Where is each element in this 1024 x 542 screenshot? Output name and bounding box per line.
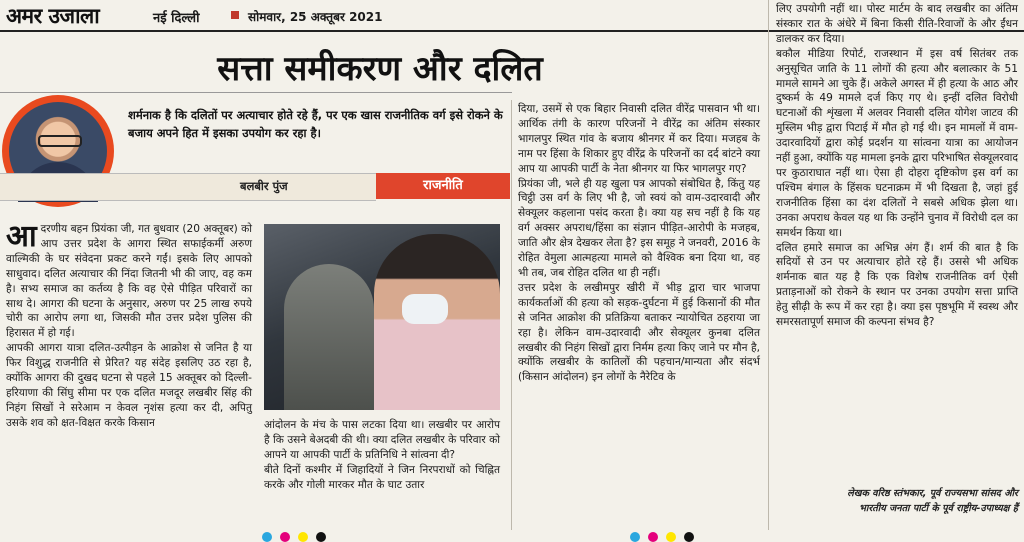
col1-para-2: आपकी आगरा यात्रा दलित-उत्पीड़न के आक्रोश से जनित है या फिर विशुद्ध राजनीति से प्रेरित? यह संदेह इसलिए उठ रहा है, क्योंकि आगरा की दुखद घटना से पहले 15 अक्तूबर को दिल्ली-हरियाणा की सिंघु सीमा पर एक दलित मजदूर लखबीर सिंह की निहंग सिखों ने सरेआम न केवल नृशंस हत्या कर दी, अपितु उसके शव को क्षत-विक्षत करके किसान [6,342,252,429]
author-note-line-1: लेखक वरिष्ठ स्तंभकार, पूर्व राज्यसभा सांसद और [847,488,1018,499]
column-1 [6,219,252,431]
col1-para-1 [6,219,252,341]
headline: सत्ता समीकरण और दलित [217,49,543,89]
column-4 [776,2,1018,330]
registration-dot [280,532,290,542]
article-blurb: शर्मनाक है कि दलितों पर अत्याचार होते रहे हैं, पर एक खास राजनीतिक वर्ग इसे रोकने के बजाय अपने हित में इसका उपयोग कर रहा है। [128,108,503,140]
column-2 [264,418,500,493]
column-3 [518,102,760,385]
col3-para-1: दिया, उसमें से एक बिहार निवासी दलित वीरेंद्र पासवान भी था। आर्थिक तंगी के कारण परिजनों ने वीरेंद्र का अंतिम संस्कार भागलपुर स्थित गांव के बजाय श्रीनगर में कर दिया। मजहब के नाम पर हिंसा के शिकार हुए वीरेंद्र के परिजनों का दर्द बांटने क्या आप या आपकी पार्टी के नेता श्रीनगर या फिर भागलपुर गए? [518,103,760,175]
column-divider [768,0,769,530]
masthead-square-icon [231,11,239,19]
col3-para-3: उत्तर प्रदेश के लखीमपुर खीरी में भीड़ द्वारा चार भाजपा कार्यकर्ताओं की हत्या को सड़क-दुर्घटना में हुई किसानों की मौत से जनित आक्रोश की प्रतिक्रिया बताकर न्यायोचित ठहराया जा रहा है। लेकिन वाम-उदारवादी और सेक्यूलर कुनबा दलित लखबीर की निहंग सिखों द्वारा निर्मम हत्या किए जाने पर मौन है, क्योंकि लखबीर के कातिलों की पहचान/मान्यता और संदर्भ (किसान आंदोलन) इन लोगों के नैरेटिव के [518,281,760,384]
drop-cap: आ [6,219,37,254]
col4-para-3: दलित हमारे समाज का अभिन्न अंग हैं। शर्म की बात है कि सदियों से उन पर अत्याचार होते रहे हैं। उससे भी अधिक शर्मनाक बात यह है कि एक विशेष राजनीतिक वर्ग ऐसी प्रताड़नाओं को रोकने के स्थान पर उनका उपयोग सत्ता प्राप्ति हेतु सीढ़ी के रूप में कर रहा है। क्या इस पृष्ठभूमि में स्वस्थ और समरसतापूर्ण समाज की कल्पना संभव है? [776,241,1018,329]
column-divider [511,100,512,530]
byline-band [0,173,376,201]
registration-dot [648,532,658,542]
news-photo-icon [264,224,500,410]
registration-dot [298,532,308,542]
col3-para-2: प्रियंका जी, भले ही यह खुला पत्र आपको संबोधित है, किंतु यह चिट्ठी उस वर्ग के लिए भी है, जो स्वयं को वाम-उदारवादी और सेक्यूलर कहलाना पसंद करता है। क्या यह सच नहीं है कि यह वर्ग अक्सर अपराध/हिंसा का संज्ञान पीड़ित-आरोपी के मजहब, जाति और क्षेत्र देखकर लेता है? इस समूह ने जनवरी, 2016 के रोहित वेमुला आत्महत्या मामले को वैश्विक बना दिया था, वह भी तब, जब रोहित दलित था ही नहीं। [518,177,760,279]
section-tag: राजनीति [376,173,510,199]
registration-dot [316,532,326,542]
photo-figure-left [284,264,374,410]
col1-para-1-text: दरणीय बहन प्रियंका जी, गत बुधवार (20 अक्तूबर) को आप उत्तर प्रदेश के आगरा स्थित सफाईकर्मी अरुण वाल्मिकी के घर संवेदना प्रकट करने गईं। इसके लिए आपको साधुवाद। दलित अत्याचार की निंदा जितनी भी की जाए, वह कम है। सभ्य समाज का कर्तव्य है कि वह ऐसे पीड़ित परिवारों का साथ दे। आगरा की घटना के अनुसार, अरुण पर 25 लाख रुपये चोरी का आरोप लगा था, जिसकी मौत उत्तर प्रदेश पुलिस की हिरासत में हो गई। [6,223,252,340]
registration-dot [666,532,676,542]
face-mask [402,294,448,324]
registration-dot [684,532,694,542]
masthead-logo: अमर उजाला [6,3,100,28]
issue-date: सोमवार, 25 अक्तूबर 2021 [248,10,383,24]
col4-para-1: लिए उपयोगी नहीं था। पोस्ट मार्टम के बाद लखबीर का अंतिम संस्कार रात के अंधेरे में बिना किसी रीति-रिवाजों के और ईंधन डालकर कर दिया। [776,3,1018,45]
author-note-line-2: भारतीय जनता पार्टी के पूर्व राष्ट्रीय-उपाध्यक्ष हैं [859,503,1018,514]
edition-label: नई दिल्ली [153,11,200,26]
author-note [760,486,1018,516]
headline-rule [0,92,512,93]
col4-para-2: बकौल मीडिया रिपोर्ट, राजस्थान में इस वर्ष सितंबर तक अनुसूचित जाति के 11 लोगों की हत्या और बलात्कार के 51 मामले सामने आ चुके हैं। अकेले अगस्त में ही हत्या के आठ और दुष्कर्म के 49 मामले दर्ज किए गए थे। इन्हीं दलित विरोधी घटनाओं की शृंखला में अलवर निवासी दलित योगेश जाटव की मुस्लिम भीड़ द्वारा पिटाई में मौत हो गई थी। इन मामलों में वाम-उदारवादियों द्वारा कोई प्रदर्शन या सांत्वना यात्रा का आयोजन नहीं हुआ, क्योंकि यह मामला इनके द्वारा परिभाषित सेक्यूलरवाद पर कुठाराघात नहीं था। ऐसा ही दोहरा दृष्टिकोण इस वर्ग का पश्चिम बंगाल के हिंसक घटनाक्रम में भी दिखता है, जहां हुई राजनीतिक हिंसा का दंश दलितों ने सबसे अधिक झेला था। उनका अपराध केवल यह था कि उन्होंने चुनाव में विरोधी दल का समर्थन किया था। [776,47,1018,239]
author-byline: बलबीर पुंज [240,179,288,193]
registration-dot [630,532,640,542]
col2-para-1: आंदोलन के मंच के पास लटका दिया था। लखबीर पर आरोप है कि उसने बेअदबी की थी। क्या दलित लखबीर के परिवार को आपने या आपकी पार्टी के प्रतिनिधि ने सांत्वना दी? [264,419,500,461]
registration-dot [262,532,272,542]
col2-para-2: बीते दिनों कश्मीर में जिहादियों ने जिन निरपराधों को चिह्नित करके और गोली मारकर मौत के घाट उतार [264,463,500,491]
glasses-icon [38,135,82,147]
